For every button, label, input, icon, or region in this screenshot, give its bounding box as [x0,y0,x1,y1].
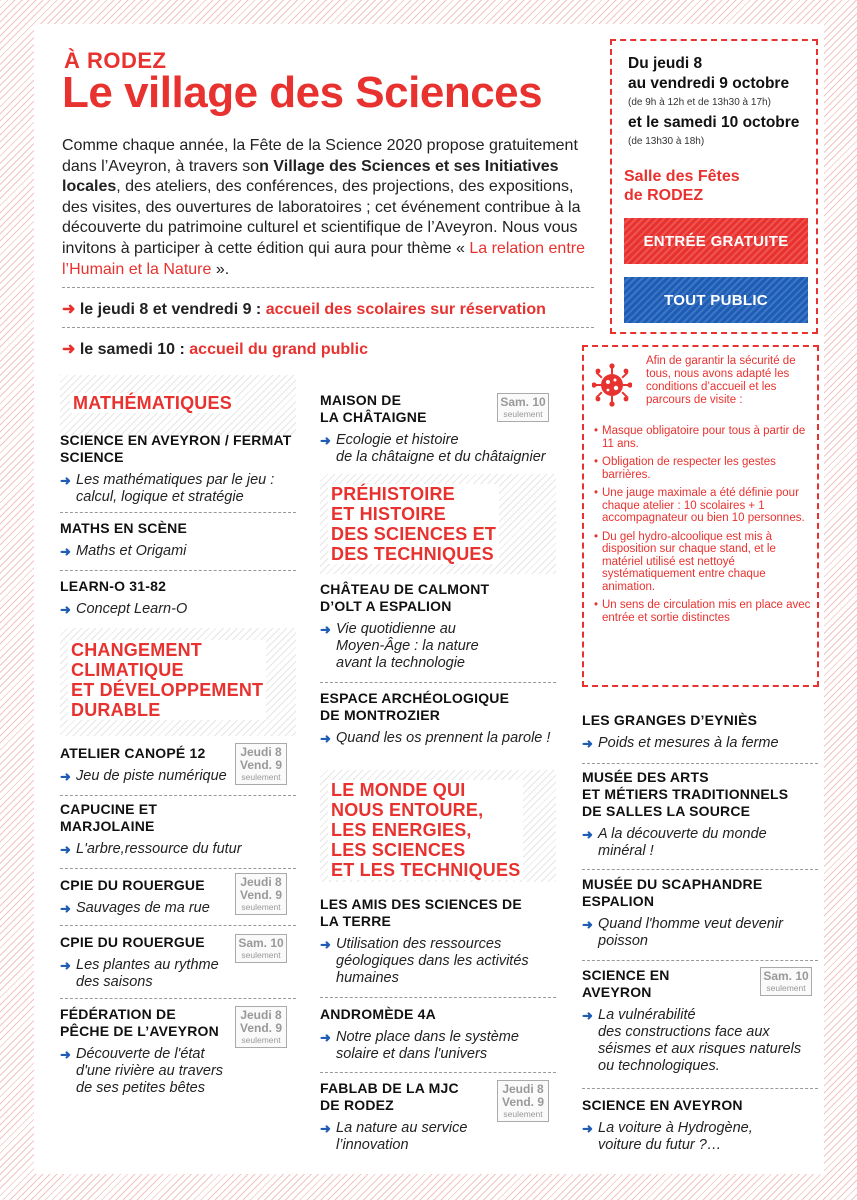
date-box [610,39,818,334]
divider [320,682,556,683]
list-item: SCIENCE EN AVEYRON / FERMAT SCIENCE ➜ Les mathématiques par le jeu : calcul, logique et stratégie [60,432,292,505]
list-item: SCIENCE EN AVEYRON ➜ La vulnérabilité des constructions face aux séismes et aux risques naturels ou technologiques. [582,967,802,1074]
divider [60,868,296,869]
divider [582,869,818,870]
divider [320,1072,556,1073]
days-tag: Jeudi 8 Vend. 9 seulement [235,1006,287,1048]
schedule-public: ➜ le samedi 10 : accueil du grand public [62,341,368,358]
list-item: • Obligation de respecter les gestes barrières. [594,456,814,481]
venue-line: Salle des Fêtes [624,168,740,185]
arrow-icon: ➜ [320,433,331,448]
days-tag: Jeudi 8 Vend. 9 seulement [235,743,287,785]
hours-line: (de 9h à 12h et de 13h30 à 17h) [628,97,771,108]
covid-intro: Afin de garantir la sécurité de tous, nous avons adapté les conditions d’accueil et les parcours de visite : [646,355,796,406]
virus-icon [592,363,632,407]
location-kicker: À RODEZ [64,48,167,73]
list-item: CPIE DU ROUERGUE ➜ Les plantes au rythme des saisons [60,934,219,990]
category-header: MATHÉMATIQUES [60,375,296,435]
divider [60,795,296,796]
divider [62,327,594,328]
list-item: • Un sens de circulation mis en place avec entrée et sortie distinctes [594,599,814,624]
date-line: Du jeudi 8 [628,55,703,72]
divider [60,570,296,571]
list-item: • Masque obligatoire pour tous à partir de 11 ans. [594,425,814,450]
list-item: MATHS EN SCÈNE ➜ Maths et Origami [60,520,187,559]
list-item: MUSÉE DU SCAPHANDRE ESPALION ➜ Quand l'homme veut devenir poisson [582,876,783,949]
list-item: SCIENCE EN AVEYRON ➜ La voiture à Hydrogène, voiture du futur ?… [582,1097,753,1153]
days-tag: Jeudi 8 Vend. 9 seulement [235,873,287,915]
date-line: et le samedi 10 octobre [628,114,800,131]
list-item: ANDROMÈDE 4A ➜ Notre place dans le système solaire et dans l'univers [320,1006,519,1062]
divider [62,287,594,288]
list-item: • Une jauge maximale a été définie pour chaque atelier : 10 scolaires + 1 accompagnateur ou bien 10 personnes. [594,487,814,525]
arrow-icon: ➜ [320,1030,331,1045]
arrow-icon: ➜ [62,301,76,318]
page-title: Le village des Sciences [62,68,543,117]
list-item: ESPACE ARCHÉOLOGIQUE DE MONTROZIER ➜ Quand les os prennent la parole ! [320,690,551,746]
venue-line: de RODEZ [624,187,704,204]
date-line: au vendredi 9 octobre [628,75,790,92]
list-item: • Du gel hydro-alcoolique est mis à disposition sur chaque stand, et le matériel utilisé est nettoyé systématiquement entre chaque animation. [594,531,814,594]
arrow-icon: ➜ [60,842,71,857]
category-header: LE MONDE QUI NOUS ENTOURE, LES ENERGIES, LES SCIENCES ET LES TECHNIQUES [320,770,556,882]
list-item: MUSÉE DES ARTS ET MÉTIERS TRADITIONNELS DE SALLES LA SOURCE ➜ A la découverte du monde minéral ! [582,769,789,859]
arrow-icon: ➜ [582,1121,593,1136]
covid-info-box [582,345,819,687]
all-public-badge: TOUT PUBLIC [624,277,808,323]
divider [60,998,296,999]
category-header: PRÉHISTOIRE ET HISTOIRE DES SCIENCES ET DES TECHNIQUES [320,474,556,574]
arrow-icon: ➜ [60,1047,71,1062]
list-item: LES AMIS DES SCIENCES DE LA TERRE ➜ Utilisation des ressources géologiques dans les activités humaines [320,896,529,986]
days-tag: Jeudi 8 Vend. 9 seulement [497,1080,549,1122]
divider [320,997,556,998]
arrow-icon: ➜ [582,736,593,751]
list-item: LEARN-O 31-82 ➜ Concept Learn-O [60,578,188,617]
arrow-icon: ➜ [60,901,71,916]
arrow-icon: ➜ [60,958,71,973]
divider [582,960,818,961]
list-item: MAISON DE LA CHÂTAIGNE ➜ Ecologie et histoire de la châtaigne et du châtaignier [320,392,546,465]
list-item: CPIE DU ROUERGUE ➜ Sauvages de ma rue [60,877,210,916]
covid-rules-list [594,425,814,630]
divider [60,512,296,513]
divider [60,925,296,926]
free-entry-badge: ENTRÉE GRATUITE [624,218,808,264]
days-tag: Sam. 10 seulement [235,934,287,963]
list-item: LES GRANGES D’EYNIÈS ➜ Poids et mesures à la ferme [582,712,779,751]
list-item: ATELIER CANOPÉ 12 ➜ Jeu de piste numérique [60,745,227,784]
hours-line: (de 13h30 à 18h) [628,136,705,147]
arrow-icon: ➜ [320,1121,331,1136]
list-item: FÉDÉRATION DE PÊCHE DE L’AVEYRON ➜ Découverte de l'état d'une rivière au travers de ses petites bêtes [60,1006,224,1096]
arrow-icon: ➜ [582,917,593,932]
arrow-icon: ➜ [60,544,71,559]
arrow-icon: ➜ [582,827,593,842]
schedule-schools: ➜ le jeudi 8 et vendredi 9 : accueil des scolaires sur réservation [62,301,546,318]
arrow-icon: ➜ [320,622,331,637]
list-item: CHÂTEAU DE CALMONT D’OLT A ESPALION ➜ Vie quotidienne au Moyen-Âge : la nature avant la technologie [320,581,490,671]
days-tag: Sam. 10 seulement [760,967,812,996]
arrow-icon: ➜ [60,769,71,784]
list-item: FABLAB DE LA MJC DE RODEZ ➜ La nature au service l’innovation [320,1080,468,1153]
intro-paragraph: Comme chaque année, la Fête de la Science 2020 propose gratuitement dans l’Aveyron, à travers son Village des Sciences et ses Initiatives locales, des ateliers, des conférences, des projections, des expositions, des visites, des ouvertures de laboratoires ; cet événement contribue à la découverte du patrimoine culturel et scientifique de l’Aveyron. Nous vous invitons à participer à cette édition qui aura pour thème « La relation entre l’Humain et la Nature ». [62,137,585,278]
days-tag: Sam. 10 seulement [497,393,549,422]
arrow-icon: ➜ [60,473,71,488]
list-item: CAPUCINE ET MARJOLAINE ➜ L'arbre,ressource du futur [60,801,242,857]
arrow-icon: ➜ [582,1008,593,1023]
divider [582,763,818,764]
arrow-icon: ➜ [320,731,331,746]
arrow-icon: ➜ [320,937,331,952]
divider [582,1088,818,1089]
category-header: CHANGEMENT CLIMATIQUE ET DÉVELOPPEMENT DURABLE [60,628,296,736]
arrow-icon: ➜ [62,341,76,358]
arrow-icon: ➜ [60,602,71,617]
